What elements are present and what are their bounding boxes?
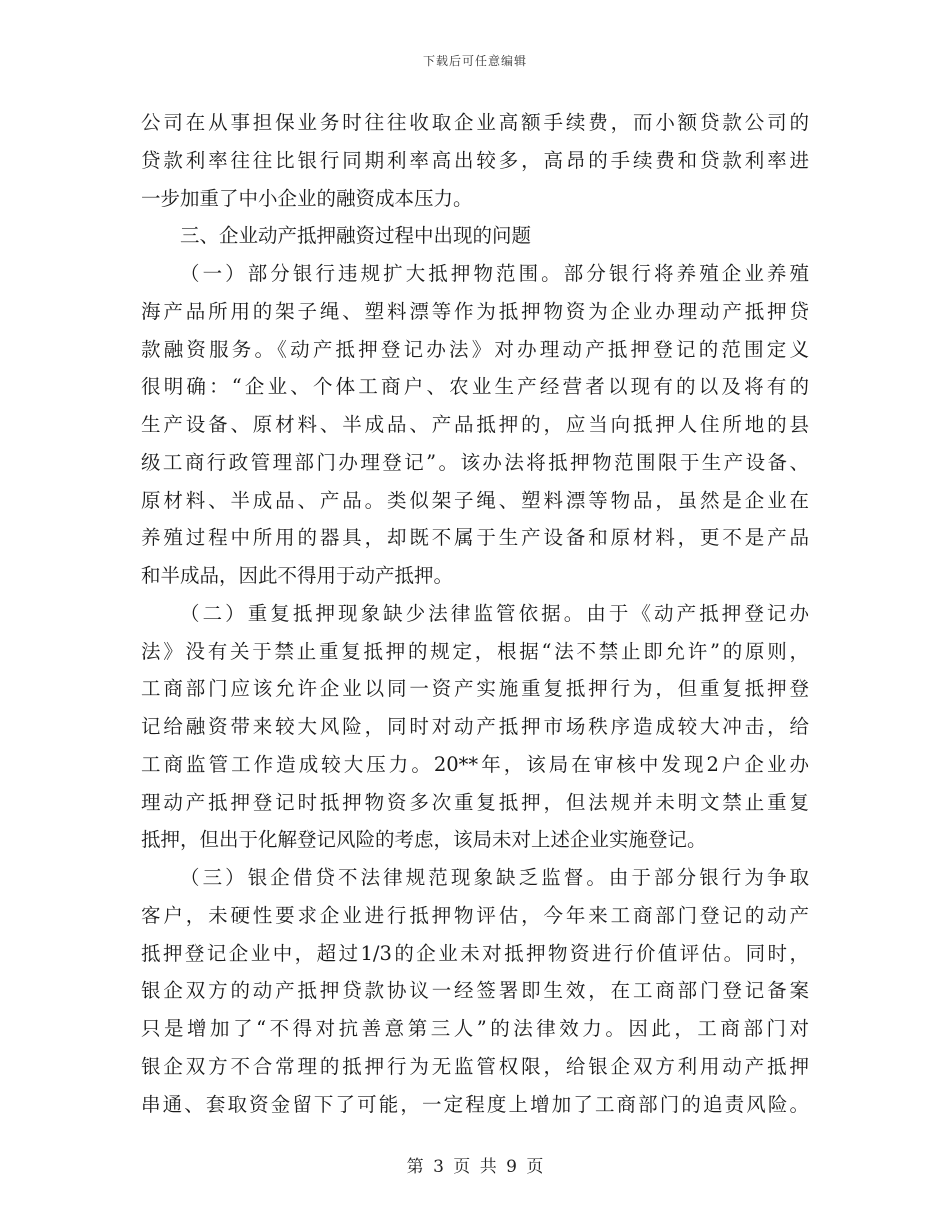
- text-line: （三）银企借贷不法律规范现象缺乏监督。由于部分银行为争取: [180, 866, 809, 889]
- text-line: 原材料、半成品、产品。类似架子绳、塑料漂等物品，虽然是企业在: [141, 488, 809, 512]
- body-text: [141, 104, 809, 1123]
- text-line: 和半成品，因此不得用于动产抵押。: [141, 564, 454, 587]
- text-line: 工商监管工作造成较大压力。20**年，该局在审核中发现2户企业办: [141, 752, 809, 776]
- text-line: 级工商行政管理部门办理登记”。该办法将抵押物范围限于生产设备、: [141, 450, 809, 474]
- page-header: 下载后可任意编辑: [422, 54, 527, 68]
- text-line: 款融资服务。《动产抵押登记办法》对办理动产抵押登记的范围定义: [141, 337, 809, 361]
- text-line: 串通、套取资金留下了可能，一定程度上增加了工商部门的追责风险。: [141, 1092, 809, 1116]
- text-line: 记给融资带来较大风险，同时对动产抵押市场秩序造成较大冲击，给: [141, 715, 809, 738]
- text-line: 工商部门应该允许企业以同一资产实施重复抵押行为，但重复抵押登: [141, 677, 809, 701]
- page-number: 第 3 页 共 9 页: [406, 1157, 544, 1177]
- text-line: 只是增加了“不得对抗善意第三人”的法律效力。因此，工商部门对: [141, 1017, 809, 1040]
- text-line: （二）重复抵押现象缺少法律监管依据。由于《动产抵押登记办: [180, 601, 809, 625]
- text-line: 公司在从事担保业务时往往收取企业高额手续费，而小额贷款公司的: [141, 111, 809, 134]
- text-line: 抵押，但出于化解登记风险的考虑，该局未对上述企业实施登记。: [141, 828, 707, 852]
- text-line: 养殖过程中所用的器具，却既不属于生产设备和原材料，更不是产品: [141, 526, 809, 550]
- text-line: 生产设备、原材料、半成品、产品抵押的，应当向抵押人住所地的县: [141, 413, 809, 436]
- text-line: 银企双方的动产抵押贷款协议一经签署即生效，在工商部门登记备案: [141, 979, 809, 1003]
- text-line: 银企双方不合常理的抵押行为无监管权限，给银企双方利用动产抵押: [141, 1054, 809, 1078]
- section-heading: 三、企业动产抵押融资过程中出现的问题: [180, 224, 532, 248]
- text-line: 贷款利率往往比银行同期利率高出较多，高昂的手续费和贷款利率进: [141, 148, 809, 172]
- text-line: 抵押登记企业中，超过1/3的企业未对抵押物资进行价值评估。同时，: [141, 941, 809, 965]
- text-line: 客户，未硬性要求企业进行抵押物评估，今年来工商部门登记的动产: [141, 903, 809, 927]
- text-line: 海产品所用的架子绳、塑料漂等作为抵押物资为企业办理动产抵押贷: [141, 299, 809, 323]
- text-line: 法》没有关于禁止重复抵押的规定，根据“法不禁止即允许”的原则，: [141, 639, 809, 663]
- text-line: 很明确：“企业、个体工商户、农业生产经营者以现有的以及将有的: [141, 375, 809, 399]
- text-line: 理动产抵押登记时抵押物资多次重复抵押，但法规并未明文禁止重复: [141, 790, 809, 814]
- text-line: 一步加重了中小企业的融资成本压力。: [141, 186, 473, 210]
- text-line: （一）部分银行违规扩大抵押物范围。部分银行将养殖企业养殖: [180, 262, 809, 285]
